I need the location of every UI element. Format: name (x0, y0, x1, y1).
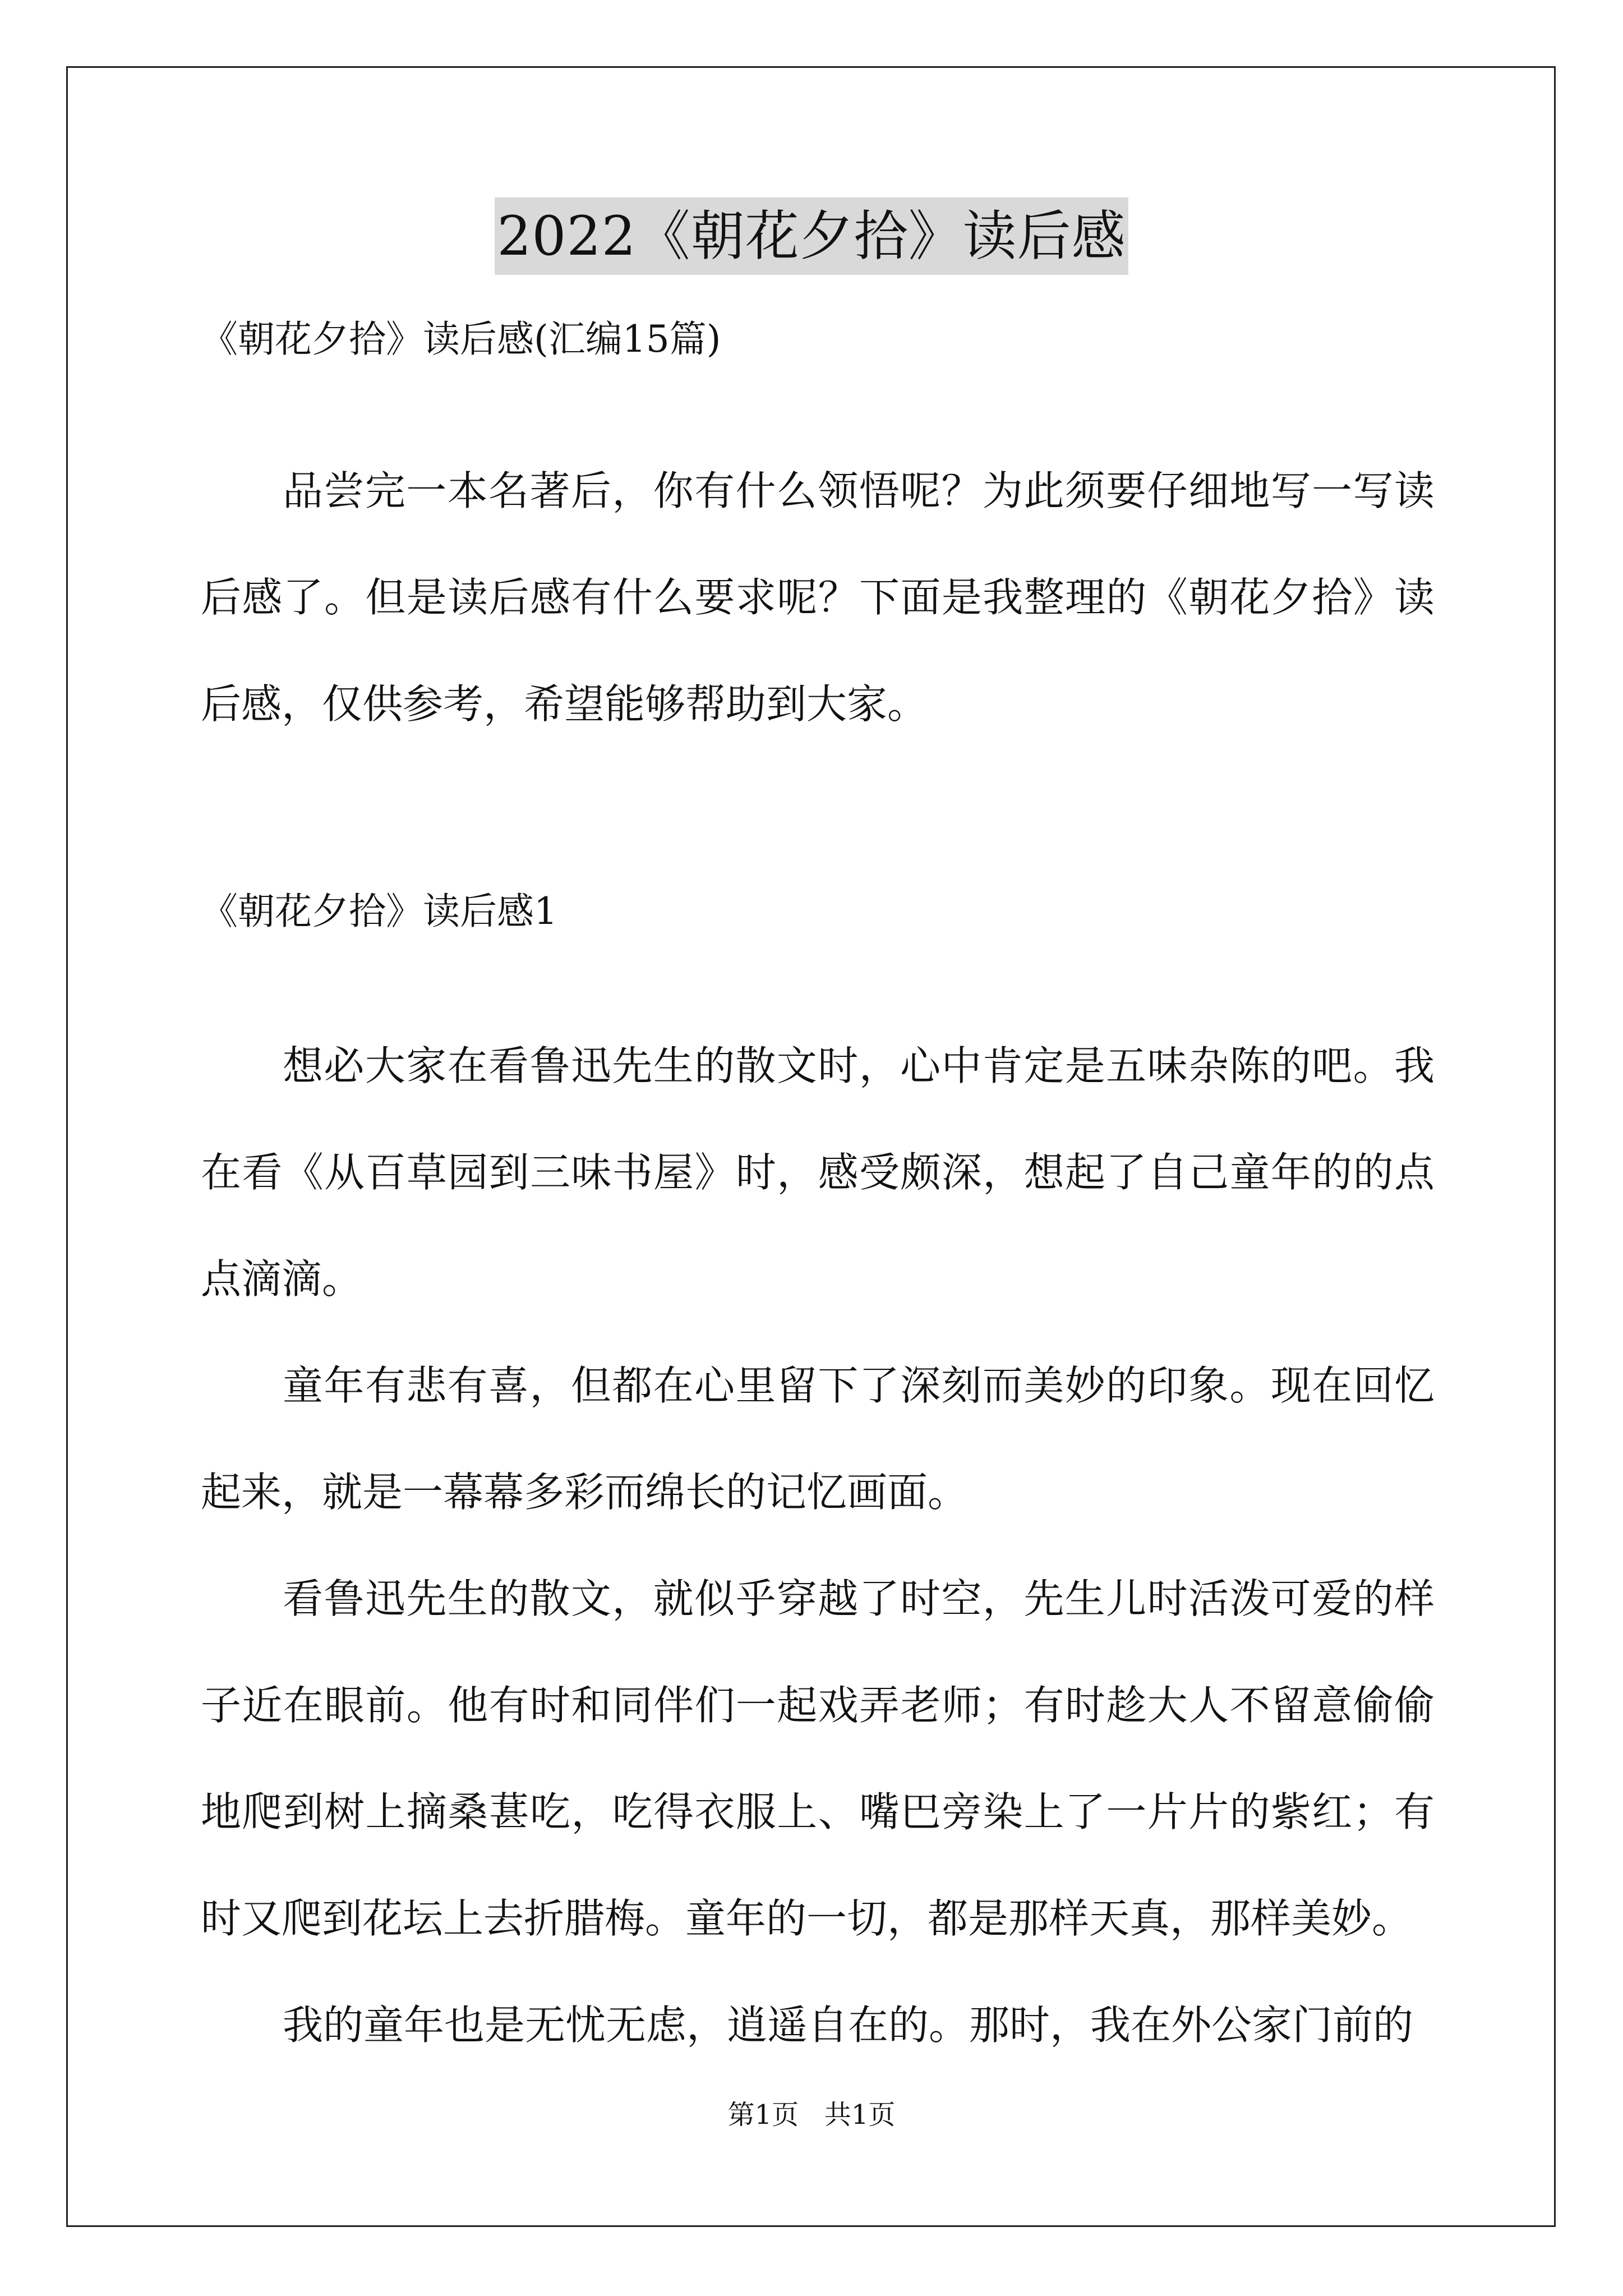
body-paragraph-4: 我的童年也是无忧无虑，逍遥自在的。那时，我在外公家门前的 (283, 2001, 1414, 2049)
intro-paragraph: 品尝完一本名著后，你有什么领悟呢？为此须要仔细地写一写读后感了。但是读后感有什么要求呢？下面是我整理的《朝花夕拾》读后感，仅供参考，希望能够帮助到大家。 (201, 467, 1435, 728)
body-paragraph-3: 看鲁迅先生的散文，就似乎穿越了时空，先生儿时活泼可爱的样子近在眼前。他有时和同伴们一起戏弄老师；有时趁大人不留意偷偷地爬到树上摘桑葚吃，吃得衣服上、嘴巴旁染上了一片片的紫红；有时又爬到花坛上去折腊梅。童年的一切，都是那样天真，那样美妙。 (201, 1575, 1435, 1942)
body-paragraph-2: 童年有悲有喜，但都在心里留下了深刻而美妙的印象。现在回忆起来，就是一幕幕多彩而绵长的记忆画面。 (201, 1362, 1435, 1516)
document-subtitle: 《朝花夕拾》读后感(汇编15篇) (201, 318, 721, 361)
title-container (0, 197, 1623, 275)
document-title: 2022《朝花夕拾》读后感 (495, 197, 1128, 275)
section-heading: 《朝花夕拾》读后感1 (201, 890, 557, 933)
body-paragraph-1: 想必大家在看鲁迅先生的散文时，心中肯定是五味杂陈的吧。我在看《从百草园到三味书屋》时，感受颇深，想起了自己童年的的点点滴滴。 (201, 1042, 1435, 1303)
page-footer: 第1页 共1页 (727, 2099, 896, 2131)
